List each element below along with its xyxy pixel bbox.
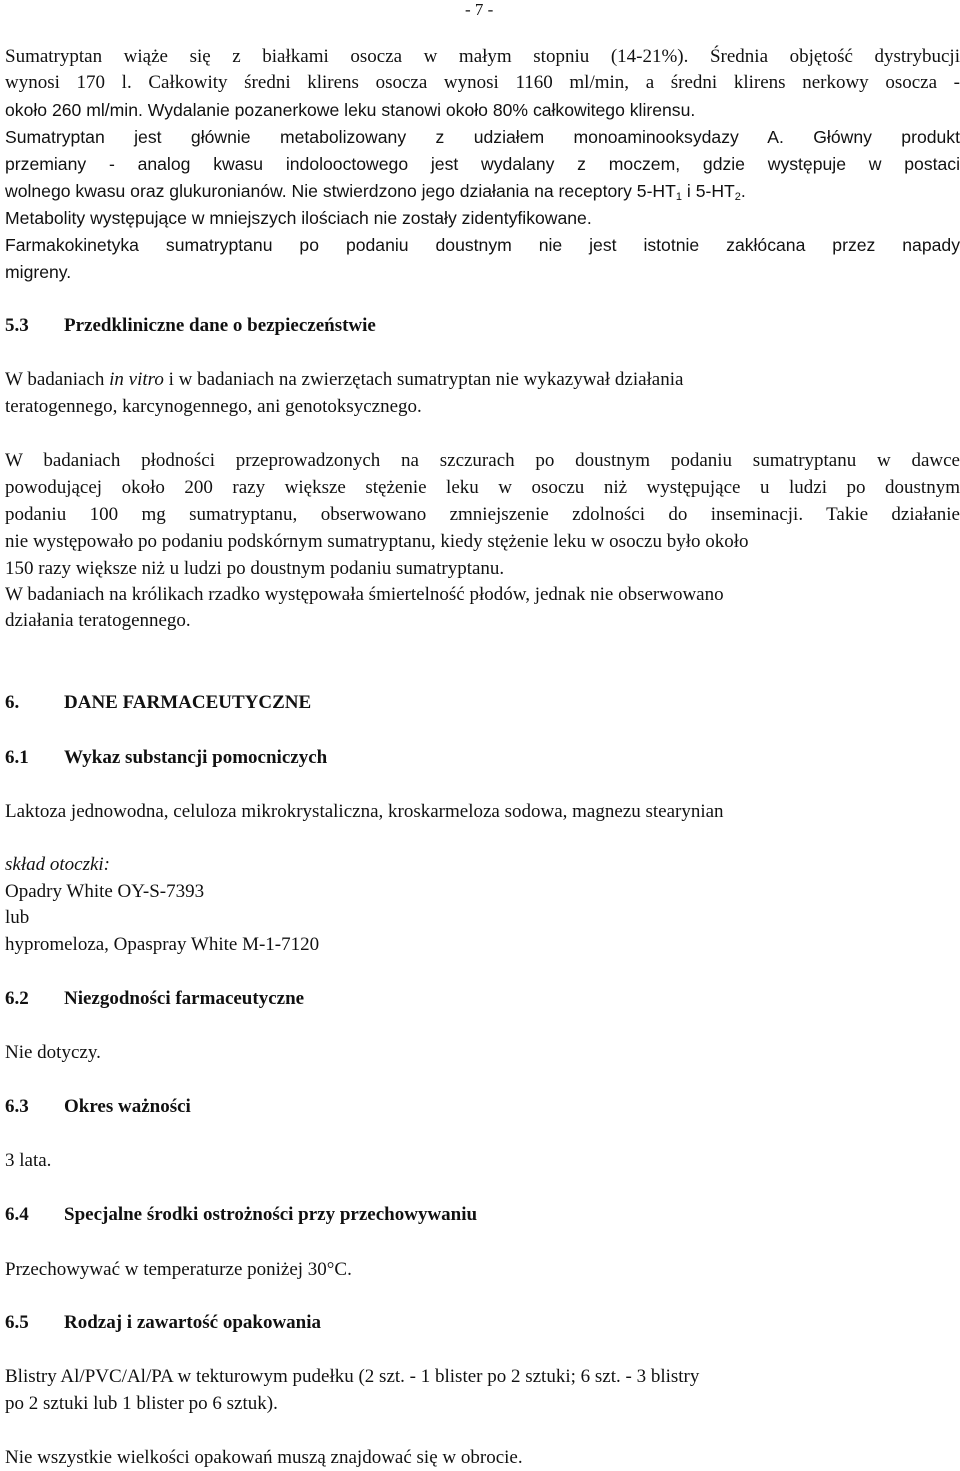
section-number: 6. <box>5 692 20 713</box>
paragraph-line: Nie wszystkie wielkości opakowań muszą znajdować się w obrocie. <box>5 1447 523 1468</box>
paragraph-line: Przechowywać w temperaturze poniżej 30°C. <box>5 1259 352 1280</box>
section-number: 6.3 <box>5 1096 29 1117</box>
subscript: 1 <box>675 191 683 203</box>
paragraph-line: Laktoza jednowodna, celuloza mikrokrystaliczna, kroskarmeloza sodowa, magnezu stearynian <box>5 801 724 822</box>
paragraph-line: powodującej około 200 razy większe stężenie leku w osoczu niż występujące u ludzi po doustnym <box>5 477 960 498</box>
paragraph-line <box>5 367 683 393</box>
paragraph-line <box>5 852 110 878</box>
paragraph-line: po 2 sztuki lub 1 blister po 6 sztuk). <box>5 1393 278 1414</box>
section-title: Rodzaj i zawartość opakowania <box>64 1312 322 1333</box>
section-title: DANE FARMACEUTYCZNE <box>64 692 312 713</box>
paragraph-line: podaniu 100 mg sumatryptanu, obserwowano zmniejszenie zdolności do inseminacji. Takie działanie <box>5 504 960 525</box>
text-span: i 5-HT <box>682 181 735 201</box>
section-number: 6.5 <box>5 1312 29 1333</box>
text-span: i w badaniach na zwierzętach sumatryptan nie wykazywał działania <box>163 369 684 390</box>
paragraph-line: 3 lata. <box>5 1150 52 1171</box>
section-heading-5-3 <box>5 313 376 339</box>
subscript: 2 <box>734 191 741 203</box>
section-heading-6-1 <box>5 745 327 771</box>
paragraph-line: działania teratogennego. <box>5 610 191 631</box>
paragraph-line: migreny. <box>5 262 72 282</box>
section-heading-6-3 <box>5 1094 191 1120</box>
section-heading-6-4 <box>5 1202 477 1228</box>
text-span: W badaniach <box>5 369 110 390</box>
paragraph-line: W badaniach na królikach rzadko występowała śmiertelność płodów, jednak nie obserwowano <box>5 584 724 605</box>
paragraph-line: około 260 ml/min. Wydalanie pozanerkowe leku stanowi około 80% całkowitego klirensu. <box>5 100 696 120</box>
paragraph-line <box>5 178 746 204</box>
section-title: Niezgodności farmaceutyczne <box>64 988 305 1009</box>
section-number: 6.4 <box>5 1204 29 1225</box>
paragraph-line: Farmakokinetyka sumatryptanu po podaniu doustnym nie jest istotnie zakłócana przez napady <box>5 235 960 255</box>
paragraph-line: przemiany - analog kwasu indolooctowego jest wydalany z moczem, gdzie występuje w postaci <box>5 154 960 174</box>
section-title: Specjalne środki ostrożności przy przechowywaniu <box>64 1204 478 1225</box>
section-title: Przedkliniczne dane o bezpieczeństwie <box>64 315 376 336</box>
paragraph-line: W badaniach płodności przeprowadzonych na szczurach po doustnym podaniu sumatryptanu w dawce <box>5 450 960 471</box>
coating-label: skład otoczki: <box>5 854 111 875</box>
section-heading-6-2 <box>5 986 304 1012</box>
italic-text: in vitro <box>109 369 164 390</box>
section-title: Okres ważności <box>64 1096 191 1117</box>
paragraph-line: teratogennego, karcynogennego, ani genotoksycznego. <box>5 396 422 417</box>
paragraph-line: nie występowało po podaniu podskórnym sumatryptanu, kiedy stężenie leku w osoczu było około <box>5 531 749 552</box>
paragraph-line: Sumatryptan wiąże się z białkami osocza w małym stopniu (14-21%). Średnia objętość dystrybucji <box>5 46 960 67</box>
paragraph-line: 150 razy większe niż u ludzi po doustnym podaniu sumatryptanu. <box>5 558 505 579</box>
section-heading-6-5 <box>5 1310 321 1336</box>
paragraph-line: hypromeloza, Opaspray White M-1-7120 <box>5 934 320 955</box>
text-span: . <box>740 181 746 201</box>
section-number: 6.1 <box>5 747 29 768</box>
paragraph-line: Metabolity występujące w mniejszych ilościach nie zostały zidentyfikowane. <box>5 208 592 228</box>
paragraph-line: lub <box>5 907 30 928</box>
section-number: 6.2 <box>5 988 29 1009</box>
text-span: wolnego kwasu oraz glukuronianów. Nie stwierdzono jego działania na receptory 5-HT <box>5 181 676 201</box>
page-number: - 7 - <box>465 0 494 19</box>
paragraph-line: Blistry Al/PVC/Al/PA w tekturowym pudełku (2 szt. - 1 blister po 2 sztuki; 6 szt. - 3 blistry <box>5 1366 700 1387</box>
paragraph-line: Opadry White OY-S-7393 <box>5 881 205 902</box>
paragraph-line: Nie dotyczy. <box>5 1042 101 1063</box>
section-title: Wykaz substancji pomocniczych <box>64 747 328 768</box>
paragraph-line: wynosi 170 l. Całkowity średni klirens osocza wynosi 1160 ml/min, a średni klirens nerkowy osocza - <box>5 72 960 93</box>
paragraph-line: Sumatryptan jest głównie metabolizowany z udziałem monoaminooksydazy A. Główny produkt <box>5 127 960 147</box>
section-heading-6 <box>5 690 311 716</box>
section-number: 5.3 <box>5 315 29 336</box>
